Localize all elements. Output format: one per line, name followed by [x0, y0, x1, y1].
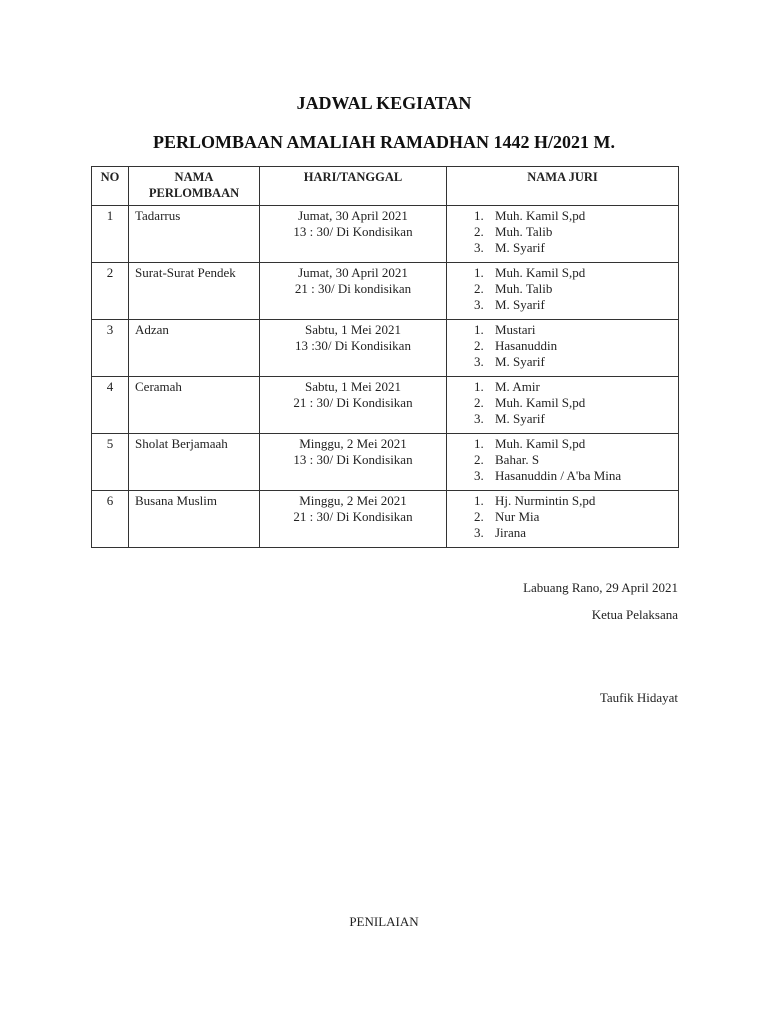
row-date: Jumat, 30 April 2021 — [298, 265, 408, 280]
row-date: Sabtu, 1 Mei 2021 — [304, 379, 402, 394]
row-judges — [447, 434, 679, 491]
footer-heading: PENILAIAN — [349, 914, 419, 929]
document-title: JADWAL KEGIATAN — [296, 93, 472, 113]
row-no: 6 — [92, 491, 129, 548]
judge-item: 1. Mustari — [487, 322, 672, 338]
table-row — [92, 263, 679, 320]
judge-item: 3. Jirana — [487, 525, 672, 541]
row-competition: Surat-Surat Pendek — [129, 263, 260, 320]
document-subtitle: PERLOMBAAN AMALIAH RAMADHAN 1442 H/2021 M. — [153, 132, 615, 152]
judge-item: 2. Bahar. S — [487, 452, 672, 468]
row-no: 2 — [92, 263, 129, 320]
row-competition: Adzan — [129, 320, 260, 377]
row-schedule — [260, 434, 447, 491]
row-schedule — [260, 377, 447, 434]
header-no: NO — [92, 167, 129, 206]
table-row — [92, 320, 679, 377]
row-date: Jumat, 30 April 2021 — [298, 208, 408, 223]
judge-item: 3. M. Syarif — [487, 411, 672, 427]
header-nama-juri: NAMA JURI — [447, 167, 679, 206]
row-judges — [447, 377, 679, 434]
row-time: 21 : 30/ Di Kondisikan — [293, 509, 413, 524]
row-time: 13 : 30/ Di Kondisikan — [293, 452, 413, 467]
header-nama-perlombaan: NAMA PERLOMBAAN — [129, 167, 260, 206]
table-row — [92, 491, 679, 548]
row-no: 5 — [92, 434, 129, 491]
row-date: Minggu, 2 Mei 2021 — [299, 493, 407, 508]
signer-name: Taufik Hidayat — [599, 690, 678, 705]
row-date: Minggu, 2 Mei 2021 — [299, 436, 407, 451]
table-row — [92, 206, 679, 263]
table-row — [92, 434, 679, 491]
judge-item: 2. Muh. Kamil S,pd — [487, 395, 672, 411]
judge-item: 3. Hasanuddin / A'ba Mina — [487, 468, 672, 484]
judge-item: 1. Hj. Nurmintin S,pd — [487, 493, 672, 509]
row-schedule — [260, 206, 447, 263]
judge-item: 1. Muh. Kamil S,pd — [487, 208, 672, 224]
judge-item: 3. M. Syarif — [487, 240, 672, 256]
judge-item: 2. Muh. Talib — [487, 281, 672, 297]
row-time: 13 :30/ Di Kondisikan — [295, 338, 411, 353]
place-date: Labuang Rano, 29 April 2021 — [523, 580, 678, 595]
judge-item: 1. Muh. Kamil S,pd — [487, 436, 672, 452]
row-competition: Busana Muslim — [129, 491, 260, 548]
row-schedule — [260, 320, 447, 377]
row-schedule — [260, 491, 447, 548]
row-time: 21 : 30/ Di kondisikan — [294, 281, 412, 296]
judge-item: 2. Hasanuddin — [487, 338, 672, 354]
table-row — [92, 377, 679, 434]
row-no: 4 — [92, 377, 129, 434]
row-competition: Sholat Berjamaah — [129, 434, 260, 491]
judge-item: 1. Muh. Kamil S,pd — [487, 265, 672, 281]
judge-item: 2. Muh. Talib — [487, 224, 672, 240]
row-judges — [447, 206, 679, 263]
judge-item: 2. Nur Mia — [487, 509, 672, 525]
schedule-table — [91, 166, 679, 548]
signer-role: Ketua Pelaksana — [591, 607, 678, 622]
row-schedule — [260, 263, 447, 320]
row-judges — [447, 320, 679, 377]
judge-item: 1. M. Amir — [487, 379, 672, 395]
row-judges — [447, 491, 679, 548]
row-time: 13 : 30/ Di Kondisikan — [293, 224, 413, 239]
judge-item: 3. M. Syarif — [487, 354, 672, 370]
row-date: Sabtu, 1 Mei 2021 — [304, 322, 402, 337]
row-competition: Tadarrus — [129, 206, 260, 263]
row-time: 21 : 30/ Di Kondisikan — [293, 395, 413, 410]
judge-item: 3. M. Syarif — [487, 297, 672, 313]
header-hari-tanggal: HARI/TANGGAL — [260, 167, 447, 206]
row-competition: Ceramah — [129, 377, 260, 434]
row-no: 3 — [92, 320, 129, 377]
row-judges — [447, 263, 679, 320]
row-no: 1 — [92, 206, 129, 263]
